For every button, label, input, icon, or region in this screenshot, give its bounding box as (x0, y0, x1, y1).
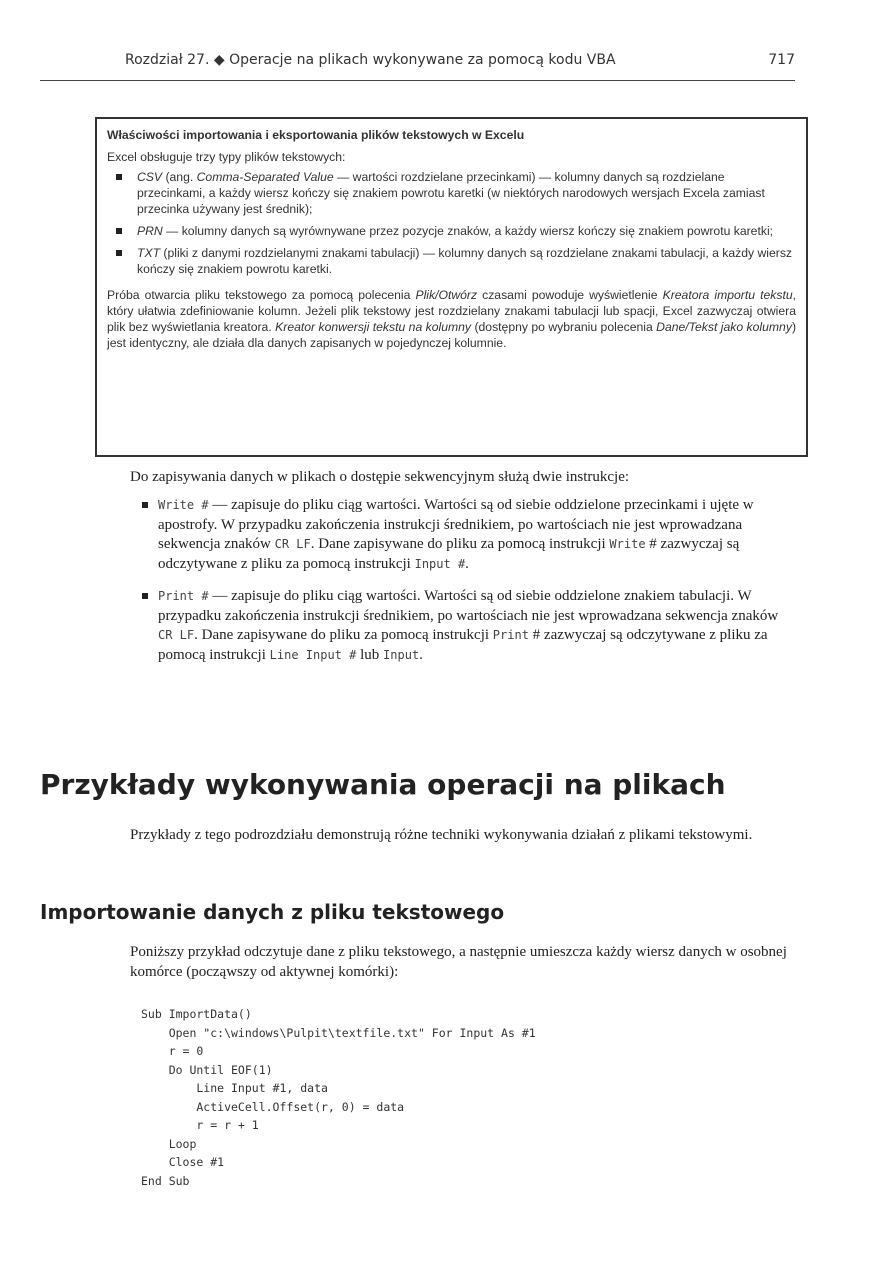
code-term: Write (609, 537, 646, 551)
text-run: — kolumny danych są wyrównywane przez pozycje znaków, a każdy wiersz kończy się znakiem powrotu karetki; (162, 224, 774, 238)
import-paragraph (130, 943, 795, 982)
chapter-title: Rozdział 27. ◆ Operacje na plikach wykonywane za pomocą kodu VBA (125, 52, 616, 68)
italic-term: PRN (137, 224, 163, 238)
file-type-item (107, 245, 796, 277)
text-run: . Dane zapisywane do pliku za pomocą instrukcji (194, 627, 493, 643)
sidebar-box (95, 117, 808, 457)
italic-term: CSV (137, 170, 163, 184)
text-run: , który ułatwia zdefiniowanie kolumn. Jeżeli plik tekstowy jest rozdzielany znakami tabulacji lub spacji, Excel zazwyczaj otwiera plik bez wyświetlania kreatora. (107, 288, 796, 334)
text-run: (pliki z danymi rozdzielanymi znakami tabulacji) — kolumny danych są rozdzielane znakami tabulacji, a każdy wiersz kończy się znakiem powrotu karetki. (137, 246, 793, 276)
text-run: . (419, 646, 423, 663)
text-run: . Dane zapisywane do pliku za pomocą instrukcji (310, 536, 610, 552)
code-term: Line Input # (269, 647, 357, 662)
text-run: Przykłady z tego podrozdziału demonstrują różne techniki wykonywania działań z plikami tekstowymi. (130, 827, 753, 843)
text-run: Poniższy przykład odczytuje dane z pliku tekstowego, a następnie umieszcza każdy wiersz danych w osobnej komórce (począwszy od aktywnej komórki): (130, 944, 787, 980)
text-run: (ang. (162, 170, 197, 184)
text-run: ) jest identyczny, ale działa dla danych zapisanych w pojedynczej kolumnie. (107, 320, 796, 350)
code-term: Input # (414, 556, 466, 571)
page-number: 717 (768, 52, 795, 68)
italic-term: TXT (137, 246, 161, 260)
section-heading: Przykłady wykonywania operacji na plikach (40, 768, 726, 801)
sidebar-title: Właściwości importowania i eksportowania plików tekstowych w Excelu (107, 128, 525, 142)
text-run: lub (356, 646, 384, 663)
italic-term: Dane/Tekst jako kolumny (656, 320, 792, 334)
code-term: Write # (158, 498, 209, 512)
instruction-list (130, 496, 785, 678)
sidebar-intro: Excel obsługuje trzy typy plików tekstowych: (107, 150, 346, 164)
examples-paragraph (130, 826, 785, 846)
text-run: — zapisuje do pliku ciąg wartości. Wartości są od siebie oddzielone znakiem tabulacji. W przypadku zakończenia instrukcji średnikiem, po wartościach nie jest wprowadzana sekwencja znaków (158, 588, 779, 624)
text-run: Próba otwarcia pliku tekstowego za pomocą polecenia (107, 288, 416, 302)
subsection-heading: Importowanie danych z pliku tekstowego (40, 900, 505, 924)
intro-paragraph (130, 468, 795, 488)
file-type-item (107, 169, 796, 217)
running-head (125, 52, 795, 68)
text-run: # zazwyczaj są odczytywane z pliku za pomocą instrukcji (158, 627, 768, 663)
text-run: — zapisuje do pliku ciąg wartości. Wartości są od siebie oddzielone przecinkami i ujęte w apostrofy. W przypadku zakończenia instrukcji średnikiem, po wartościach nie jest wprowadzana sekwencja znaków (158, 497, 754, 552)
sidebar-paragraph (107, 287, 796, 351)
italic-term: Kreator konwersji tekstu na kolumny (275, 320, 472, 334)
file-type-list (107, 169, 796, 277)
text-run: Do zapisywania danych w plikach o dostępie sekwencyjnym służą dwie instrukcje: (130, 469, 630, 485)
text-run: . (465, 555, 469, 572)
instruction-item-print (130, 587, 785, 665)
text-run: # zazwyczaj są odczytywane z pliku za pomocą instrukcji (158, 536, 740, 572)
code-term: CR LF (274, 537, 311, 551)
instruction-item-write (130, 496, 785, 574)
text-run: czasami powoduje wyświetlenie (477, 288, 663, 302)
code-term: CR LF (158, 628, 195, 642)
italic-term: Plik/Otwórz (415, 288, 478, 302)
code-term: Input (383, 647, 420, 662)
header-rule (40, 80, 795, 81)
code-term: Print # (158, 589, 209, 603)
italic-term: Comma-Separated Value (196, 170, 334, 184)
code-listing: Sub ImportData() Open "c:\windows\Pulpit\textfile.txt" For Input As #1 r = 0 Do Until EOF(1) Line Input #1, data ActiveCell.Offset(r, 0) = data r = r + 1 Loop Close #1 End Sub (141, 1007, 536, 1188)
file-type-item (107, 223, 796, 239)
text-run: — wartości rozdzielane przecinkami) — kolumny danych są rozdzielane przecinkami, a każdy wiersz kończy się znakiem powrotu karetki (w niektórych narodowych wersjach Excela zamiast przecinka używany jest średnik); (137, 170, 765, 216)
italic-term: Kreatora importu tekstu (662, 288, 793, 302)
code-term: Print (492, 628, 529, 642)
text-run: (dostępny po wybraniu polecenia (471, 320, 657, 334)
